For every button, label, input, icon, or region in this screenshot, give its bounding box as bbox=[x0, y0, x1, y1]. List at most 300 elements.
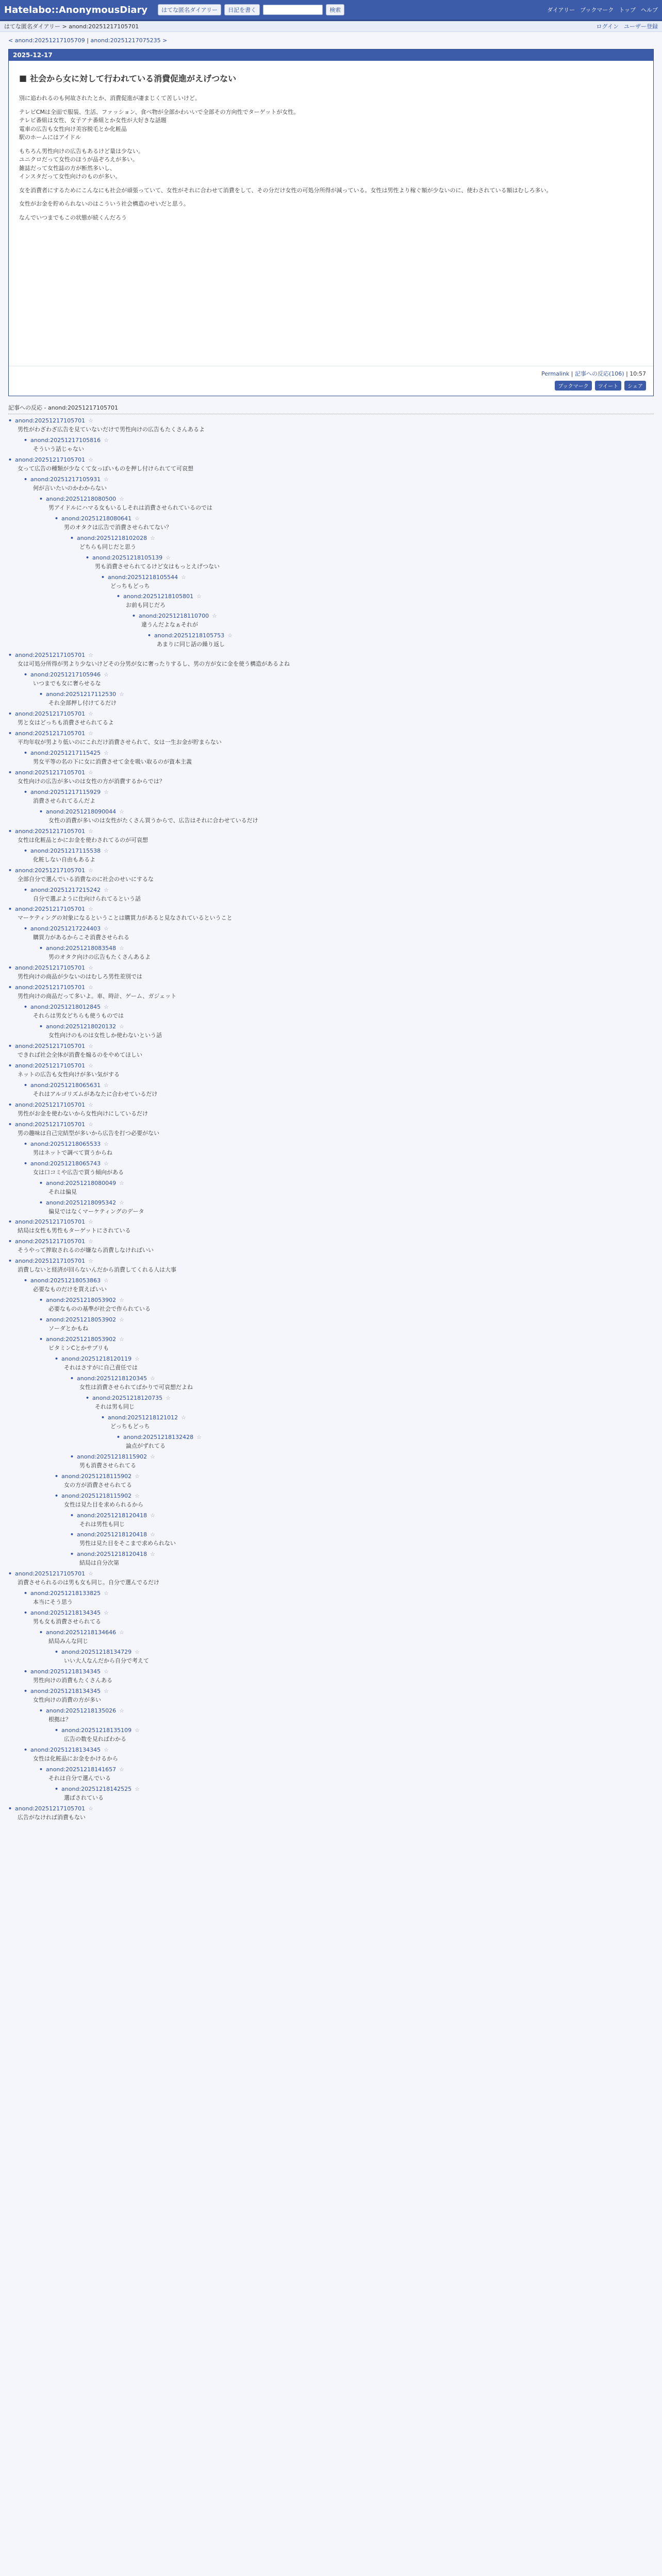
comment-id-link[interactable]: anond:20251218121012 bbox=[108, 1414, 178, 1421]
star-icon[interactable]: ☆ bbox=[88, 827, 93, 835]
comment bbox=[24, 1004, 654, 1020]
comment-id-link[interactable]: anond:20251217105931 bbox=[30, 476, 101, 483]
comment-header bbox=[8, 867, 654, 874]
comment-header bbox=[24, 1141, 654, 1147]
top-link-help[interactable]: ヘルプ bbox=[641, 7, 658, 13]
comment-id-link[interactable]: anond:20251218090044 bbox=[46, 808, 117, 815]
comment-header bbox=[8, 769, 654, 776]
comment bbox=[8, 867, 654, 884]
comment-id-link[interactable]: anond:20251217115538 bbox=[30, 847, 101, 854]
bullet-icon: • bbox=[24, 476, 28, 483]
bullet-icon: • bbox=[24, 847, 28, 854]
comment-body: 根拠は？ bbox=[48, 1716, 71, 1723]
bullet-icon: • bbox=[55, 1726, 59, 1734]
comment-header bbox=[39, 808, 654, 815]
comment-header bbox=[86, 554, 654, 561]
comment-body: 女性は見た目を求められるから bbox=[64, 1501, 143, 1508]
comment-id-link[interactable]: anond:20251218120418 bbox=[77, 1512, 147, 1519]
comment-body: どちらも同じだと思う bbox=[79, 543, 136, 550]
star-icon[interactable]: ☆ bbox=[88, 867, 93, 874]
star-icon[interactable]: ☆ bbox=[88, 456, 93, 463]
comment-id-link[interactable]: anond:20251218141657 bbox=[46, 1766, 117, 1773]
comment bbox=[8, 1043, 654, 1059]
comment-id-link[interactable]: anond:20251218053902 bbox=[46, 1336, 117, 1343]
comment-id-link[interactable]: anond:20251217105701 bbox=[15, 1805, 86, 1812]
comment-header bbox=[39, 1023, 654, 1030]
comment-header bbox=[8, 964, 654, 971]
comment-header bbox=[70, 1453, 654, 1460]
comment-header bbox=[24, 1004, 654, 1010]
comment-id-link[interactable]: anond:20251217105701 bbox=[15, 1258, 86, 1265]
comment-id-link[interactable]: anond:20251217115425 bbox=[30, 749, 101, 756]
site-logo[interactable]: Hatelabo::AnonymousDiary bbox=[4, 4, 148, 15]
star-icon[interactable]: ☆ bbox=[104, 1004, 109, 1011]
comment-header bbox=[24, 1609, 654, 1616]
comment bbox=[39, 1180, 654, 1196]
comment-id-link[interactable]: anond:20251217105701 bbox=[15, 456, 86, 463]
comment-header bbox=[39, 1297, 654, 1303]
comment-header bbox=[101, 574, 654, 581]
comment-body: それ全部押し付けてるだけ bbox=[48, 700, 117, 707]
star-icon[interactable]: ☆ bbox=[88, 964, 93, 972]
star-icon[interactable]: ☆ bbox=[150, 1551, 155, 1558]
star-icon[interactable]: ☆ bbox=[104, 749, 109, 756]
star-icon[interactable]: ☆ bbox=[181, 573, 186, 581]
bullet-icon: • bbox=[24, 1609, 28, 1617]
comment-header bbox=[8, 828, 654, 835]
comment-header bbox=[39, 1629, 654, 1636]
sub-bar-right bbox=[597, 22, 658, 30]
star-icon[interactable]: ☆ bbox=[135, 1472, 140, 1480]
comment bbox=[24, 1747, 654, 1763]
star-icon[interactable]: ☆ bbox=[88, 730, 93, 737]
comment-header bbox=[147, 632, 654, 639]
comment-id-link[interactable]: anond:20251218120418 bbox=[77, 1531, 147, 1538]
bullet-icon: • bbox=[39, 1629, 43, 1636]
comment-id-link[interactable]: anond:20251218065533 bbox=[30, 1140, 101, 1147]
comment-id-link[interactable]: anond:20251218115902 bbox=[77, 1453, 147, 1460]
comment-id-link[interactable]: anond:20251218080049 bbox=[46, 1179, 117, 1187]
comment-body: 平均年収が男より低いのにこれだけ消費させられて、女は一生お金が貯まらない bbox=[18, 739, 222, 745]
comment-id-link[interactable]: anond:20251218135026 bbox=[46, 1707, 117, 1714]
comment bbox=[8, 417, 654, 434]
star-icon[interactable]: ☆ bbox=[104, 788, 109, 795]
comment-body: そうやって搾取されるのが嫌なら消費しなければいい bbox=[18, 1247, 154, 1254]
star-icon[interactable]: ☆ bbox=[135, 1785, 140, 1792]
comment-id-link[interactable]: anond:20251217105701 bbox=[15, 984, 86, 991]
bullet-icon: • bbox=[86, 554, 90, 561]
comment-id-link[interactable]: anond:20251217105701 bbox=[15, 1101, 86, 1108]
comment bbox=[24, 476, 654, 493]
comment-id-link[interactable]: anond:20251218115902 bbox=[61, 1472, 132, 1480]
comment-header bbox=[70, 1512, 654, 1519]
star-icon[interactable]: ☆ bbox=[104, 847, 109, 854]
star-icon[interactable]: ☆ bbox=[119, 691, 124, 698]
star-icon[interactable]: ☆ bbox=[150, 1453, 155, 1460]
comment-id-link[interactable]: anond:20251218105801 bbox=[123, 593, 194, 600]
comment-body: 男性向けの商品だって多いよ。車、時計、ゲーム、ガジェット bbox=[18, 993, 177, 1000]
comment-id-link[interactable]: anond:20251217105701 bbox=[15, 710, 86, 718]
comment-id-link[interactable]: anond:20251218110700 bbox=[139, 613, 209, 620]
comment-id-link[interactable]: anond:20251217105701 bbox=[15, 730, 86, 737]
comment-header bbox=[24, 1160, 654, 1167]
star-icon[interactable]: ☆ bbox=[88, 1043, 93, 1049]
comment-id-link[interactable]: anond:20251218053902 bbox=[46, 1316, 117, 1324]
comment-header bbox=[8, 1805, 654, 1812]
search-input[interactable] bbox=[263, 5, 323, 15]
star-icon[interactable]: ☆ bbox=[104, 1687, 109, 1694]
comment-id-link[interactable]: anond:20251217105701 bbox=[15, 769, 86, 776]
star-icon[interactable]: ☆ bbox=[212, 613, 217, 620]
comment-header bbox=[8, 1218, 654, 1225]
star-icon[interactable]: ☆ bbox=[196, 1433, 202, 1440]
comment-id-link[interactable]: anond:20251218065743 bbox=[30, 1160, 101, 1167]
comment-body: 男も女も消費させられてる bbox=[33, 1618, 101, 1625]
comment bbox=[8, 1218, 654, 1235]
comment-header bbox=[24, 1082, 654, 1089]
bullet-icon: • bbox=[70, 1551, 74, 1558]
comment-body: いい大人なんだから自分で考えて bbox=[64, 1657, 149, 1665]
star-icon[interactable]: ☆ bbox=[88, 769, 93, 776]
star-icon[interactable]: ☆ bbox=[119, 1023, 124, 1030]
search-button[interactable]: 検索 bbox=[326, 4, 344, 15]
comment-body: 女性向けの消費の方が多い bbox=[33, 1696, 101, 1703]
star-icon[interactable]: ☆ bbox=[119, 495, 124, 502]
comment bbox=[8, 1101, 654, 1118]
bullet-icon: • bbox=[24, 1668, 28, 1675]
tweet-button[interactable]: ツイート bbox=[595, 381, 622, 391]
star-icon[interactable]: ☆ bbox=[104, 925, 109, 933]
comment-id-link[interactable]: anond:20251218115902 bbox=[61, 1492, 132, 1499]
star-icon[interactable]: ☆ bbox=[104, 1590, 109, 1597]
comment bbox=[55, 1355, 654, 1372]
star-icon[interactable]: ☆ bbox=[88, 1062, 93, 1069]
star-icon[interactable]: ☆ bbox=[119, 1179, 124, 1187]
star-icon[interactable]: ☆ bbox=[135, 1649, 140, 1656]
comment-body: 女性は消費させられてばかりで可哀想だよね bbox=[79, 1383, 193, 1391]
bullet-icon: • bbox=[101, 1414, 105, 1421]
comment-body: それは男も同じ bbox=[95, 1403, 135, 1410]
responses-link[interactable]: 記事への反応(106) bbox=[575, 370, 624, 377]
comment-body: 必要なものの基準が社会で作られている bbox=[48, 1306, 151, 1313]
star-icon[interactable]: ☆ bbox=[196, 593, 202, 600]
comment-id-link[interactable]: anond:20251217105701 bbox=[15, 1043, 86, 1049]
bullet-icon: • bbox=[39, 1199, 43, 1206]
comment-id-link[interactable]: anond:20251218020132 bbox=[46, 1023, 117, 1030]
comment-header bbox=[24, 437, 654, 444]
star-icon[interactable]: ☆ bbox=[104, 1160, 109, 1167]
article bbox=[8, 49, 654, 396]
comment bbox=[132, 613, 654, 629]
bullet-icon: • bbox=[55, 1492, 59, 1499]
comment-id-link[interactable]: anond:20251218120119 bbox=[61, 1355, 132, 1362]
comment bbox=[101, 1414, 654, 1431]
star-icon[interactable]: ☆ bbox=[135, 1492, 140, 1499]
comment-id-link[interactable]: anond:20251218133825 bbox=[30, 1590, 101, 1597]
comment bbox=[117, 1434, 654, 1450]
star-icon[interactable]: ☆ bbox=[150, 1512, 155, 1519]
comment-header bbox=[55, 1786, 654, 1792]
star-icon[interactable]: ☆ bbox=[88, 1258, 93, 1265]
star-icon[interactable]: ☆ bbox=[104, 1668, 109, 1675]
bullet-icon: • bbox=[8, 867, 12, 874]
sub-bar bbox=[0, 21, 662, 32]
comment-body: 男性がお金を使わないから女性向けにしているだけ bbox=[18, 1110, 148, 1117]
bullet-icon: • bbox=[8, 906, 12, 913]
star-icon[interactable]: ☆ bbox=[104, 1081, 109, 1089]
star-icon[interactable]: ☆ bbox=[88, 1238, 93, 1245]
comment bbox=[8, 1570, 654, 1587]
comment-id-link[interactable]: anond:20251218120345 bbox=[77, 1375, 147, 1382]
comment-id-link[interactable]: anond:20251218134646 bbox=[46, 1629, 117, 1636]
comment-header bbox=[117, 1434, 654, 1440]
comment-body: 女の方が消費させられてる bbox=[64, 1481, 132, 1488]
comment-id-link[interactable]: anond:20251218105544 bbox=[108, 573, 178, 581]
comment-header bbox=[8, 984, 654, 991]
star-icon[interactable]: ☆ bbox=[88, 417, 93, 424]
comment-body: それはさすがに自己責任では bbox=[64, 1364, 138, 1371]
star-icon[interactable]: ☆ bbox=[166, 1394, 171, 1401]
star-icon[interactable]: ☆ bbox=[119, 1316, 124, 1324]
bullet-icon: • bbox=[39, 1707, 43, 1714]
comment-body: 男はネットで調べて買うからね bbox=[33, 1149, 112, 1156]
bullet-icon: • bbox=[39, 1336, 43, 1343]
comment-body: 男も消費させられてる bbox=[79, 1462, 136, 1469]
comment bbox=[86, 1395, 654, 1411]
star-icon[interactable]: ☆ bbox=[119, 1297, 124, 1304]
comment bbox=[70, 535, 654, 551]
comment-body: 男のオタク向けの広告もたくさんあるよ bbox=[48, 954, 151, 961]
comment-id-link[interactable]: anond:20251217105701 bbox=[15, 652, 86, 659]
comment-id-link[interactable]: anond:20251217105701 bbox=[15, 1062, 86, 1069]
star-icon[interactable]: ☆ bbox=[88, 1101, 93, 1108]
bullet-icon: • bbox=[86, 1394, 90, 1401]
comment-id-link[interactable]: anond:20251217105701 bbox=[15, 1121, 86, 1128]
bullet-icon: • bbox=[8, 1570, 12, 1578]
comment-id-link[interactable]: anond:20251217105701 bbox=[15, 417, 86, 424]
comment-id-link[interactable]: anond:20251218142525 bbox=[61, 1785, 132, 1792]
top-link-diary[interactable]: ダイアリー bbox=[547, 7, 575, 13]
comment-body: 結局は女性も男性もターゲットにされている bbox=[18, 1227, 131, 1234]
comment-body: それは男性も同じ bbox=[79, 1520, 125, 1528]
star-icon[interactable]: ☆ bbox=[88, 1218, 93, 1226]
bullet-icon: • bbox=[8, 730, 12, 737]
comment-id-link[interactable]: anond:20251217105701 bbox=[15, 1238, 86, 1245]
star-icon[interactable]: ☆ bbox=[88, 1805, 93, 1812]
star-icon[interactable]: ☆ bbox=[135, 515, 140, 522]
star-icon[interactable]: ☆ bbox=[88, 710, 93, 718]
comment bbox=[55, 515, 654, 532]
star-icon[interactable]: ☆ bbox=[119, 808, 124, 815]
bullet-icon: • bbox=[24, 788, 28, 795]
star-icon[interactable]: ☆ bbox=[104, 1609, 109, 1617]
comment bbox=[8, 1062, 654, 1079]
bookmark-button[interactable]: ブックマーク bbox=[555, 381, 591, 391]
star-icon[interactable]: ☆ bbox=[227, 632, 233, 639]
comment-id-link[interactable]: anond:20251218132428 bbox=[123, 1433, 194, 1440]
comment-id-link[interactable]: anond:20251218134345 bbox=[30, 1746, 101, 1753]
comment-id-link[interactable]: anond:20251217105701 bbox=[15, 964, 86, 972]
article-text bbox=[19, 94, 643, 222]
comment-body: 結局は自分次第 bbox=[79, 1560, 119, 1567]
top-nav bbox=[158, 4, 344, 15]
comment-header bbox=[117, 593, 654, 600]
comment-id-link[interactable]: anond:20251218102028 bbox=[77, 534, 147, 541]
comment bbox=[24, 848, 654, 864]
comment-header bbox=[24, 1590, 654, 1597]
comment-id-link[interactable]: anond:20251218095342 bbox=[46, 1199, 117, 1206]
login-link[interactable]: ログイン bbox=[596, 23, 619, 30]
comment-id-link[interactable]: anond:20251218080641 bbox=[61, 515, 132, 522]
comment-header bbox=[39, 1180, 654, 1187]
comment-id-link[interactable]: anond:20251218134729 bbox=[61, 1649, 132, 1656]
comment-header bbox=[8, 906, 654, 912]
permalink[interactable]: Permalink bbox=[541, 370, 570, 377]
comment-id-link[interactable]: anond:20251217105701 bbox=[15, 827, 86, 835]
sub-bar-path: はてな匿名ダイアリー > anond:20251217105701 bbox=[4, 23, 139, 30]
star-icon[interactable]: ☆ bbox=[104, 886, 109, 893]
comment-body: お前も同じだろ bbox=[126, 602, 166, 609]
comment bbox=[39, 1707, 654, 1724]
star-icon[interactable]: ☆ bbox=[135, 1726, 140, 1734]
comment bbox=[24, 1277, 654, 1294]
next-entry-link[interactable]: anond:20251217075235 > bbox=[90, 37, 168, 44]
comment-id-link[interactable]: anond:20251217224403 bbox=[30, 925, 101, 933]
comment-id-link[interactable]: anond:20251218134345 bbox=[30, 1687, 101, 1694]
comment bbox=[55, 1493, 654, 1509]
star-icon[interactable]: ☆ bbox=[119, 1707, 124, 1714]
share-button[interactable]: シェア bbox=[624, 381, 646, 391]
prev-entry-link[interactable]: < anond:20251217105709 bbox=[8, 37, 85, 44]
comment bbox=[24, 1082, 654, 1098]
star-icon[interactable]: ☆ bbox=[119, 945, 124, 952]
star-icon[interactable]: ☆ bbox=[88, 1570, 93, 1578]
comment-id-link[interactable]: anond:20251217105701 bbox=[15, 867, 86, 874]
comment-id-link[interactable]: anond:20251217215242 bbox=[30, 886, 101, 893]
star-icon[interactable]: ☆ bbox=[119, 1629, 124, 1636]
star-icon[interactable]: ☆ bbox=[104, 1277, 109, 1284]
comment-id-link[interactable]: anond:20251217105816 bbox=[30, 436, 101, 444]
comment-header bbox=[70, 1375, 654, 1382]
comment-body: 必要なものだけを買えばいい bbox=[33, 1286, 107, 1293]
comment bbox=[24, 1590, 654, 1606]
comment-id-link[interactable]: anond:20251218080500 bbox=[46, 495, 117, 502]
star-icon[interactable]: ☆ bbox=[150, 1531, 155, 1538]
pager-separator: | bbox=[87, 37, 89, 44]
comment bbox=[39, 1766, 654, 1783]
comment bbox=[39, 1336, 654, 1352]
comment-id-link[interactable]: anond:20251218105753 bbox=[154, 632, 225, 639]
comment-id-link[interactable]: anond:20251217105701 bbox=[15, 1218, 86, 1226]
bullet-icon: • bbox=[70, 1453, 74, 1460]
comment-id-link[interactable]: anond:20251218053902 bbox=[46, 1297, 117, 1304]
bullet-icon: • bbox=[101, 573, 105, 581]
comment-header bbox=[24, 1277, 654, 1284]
comment-body: 何が言いたいのかわからない bbox=[33, 484, 107, 492]
comment-body: 論点がずれてる bbox=[126, 1442, 166, 1449]
comment bbox=[8, 769, 654, 786]
star-icon[interactable]: ☆ bbox=[104, 1140, 109, 1147]
comment-header bbox=[70, 535, 654, 541]
bullet-icon: • bbox=[39, 495, 43, 502]
star-icon[interactable]: ☆ bbox=[119, 1336, 124, 1343]
comment-id-link[interactable]: anond:20251218120418 bbox=[77, 1551, 147, 1558]
star-icon[interactable]: ☆ bbox=[181, 1414, 186, 1421]
bullet-icon: • bbox=[24, 671, 28, 679]
comment-header bbox=[24, 671, 654, 678]
bullet-icon: • bbox=[70, 1512, 74, 1519]
star-icon[interactable]: ☆ bbox=[119, 1199, 124, 1206]
comment-id-link[interactable]: anond:20251218134345 bbox=[30, 1668, 101, 1675]
comment-header bbox=[8, 710, 654, 717]
comment-id-link[interactable]: anond:20251217105946 bbox=[30, 671, 101, 679]
comment-body: 女って広告の種類が少なくて女っぽいものを押し付けられてて可哀想 bbox=[18, 465, 193, 472]
bullet-icon: • bbox=[8, 1101, 12, 1108]
comment-body: できれば社会全体が消費を煽るのをやめてほしい bbox=[18, 1052, 142, 1058]
comment-body: 結局みんな同じ bbox=[48, 1638, 88, 1645]
bullet-icon: • bbox=[24, 1687, 28, 1694]
comment-id-link[interactable]: anond:20251218134345 bbox=[30, 1609, 101, 1617]
comment bbox=[24, 887, 654, 903]
comment-id-link[interactable]: anond:20251218083548 bbox=[46, 945, 117, 952]
nav-item-write[interactable]: 日記を書く bbox=[224, 4, 260, 15]
comment-body: 男の趣味は自己完結型が多いから広告を打つ必要がない bbox=[18, 1129, 159, 1137]
comment-body: 男性は見た目をそこまで求められない bbox=[79, 1540, 176, 1547]
star-icon[interactable]: ☆ bbox=[150, 534, 155, 541]
top-link-bookmark[interactable]: ブックマーク bbox=[580, 7, 614, 13]
comments-heading: 記事への反応 - anond:20251217105701 bbox=[8, 403, 654, 414]
register-link[interactable]: ユーザー登録 bbox=[624, 23, 658, 30]
comment bbox=[117, 593, 654, 609]
comment-body: 広告がなければ消費もない bbox=[18, 1814, 86, 1821]
comment-id-link[interactable]: anond:20251218105139 bbox=[92, 554, 163, 561]
comment bbox=[70, 1453, 654, 1470]
comment bbox=[24, 1668, 654, 1685]
star-icon[interactable]: ☆ bbox=[88, 984, 93, 991]
comment-id-link[interactable]: anond:20251217105701 bbox=[15, 1570, 86, 1578]
comment-body: 消費させられるのは男も女も同じ。自分で選んでるだけ bbox=[18, 1579, 159, 1586]
comment bbox=[8, 906, 654, 922]
comment-id-link[interactable]: anond:20251217115929 bbox=[30, 788, 101, 795]
comment-id-link[interactable]: anond:20251218135109 bbox=[61, 1726, 132, 1734]
comment-id-link[interactable]: anond:20251218053863 bbox=[30, 1277, 101, 1284]
nav-item-anond[interactable]: はてな匿名ダイアリー bbox=[158, 4, 221, 15]
star-icon[interactable]: ☆ bbox=[104, 476, 109, 483]
comment-id-link[interactable]: anond:20251217112530 bbox=[46, 691, 117, 698]
star-icon[interactable]: ☆ bbox=[88, 1121, 93, 1128]
bullet-icon: • bbox=[55, 1649, 59, 1656]
star-icon[interactable]: ☆ bbox=[88, 652, 93, 659]
star-icon[interactable]: ☆ bbox=[104, 1746, 109, 1753]
bullet-icon: • bbox=[24, 1746, 28, 1753]
comment-body: それはアルゴリズムがあなたに合わせているだけ bbox=[33, 1090, 158, 1097]
bullet-icon: • bbox=[8, 417, 12, 424]
comment-id-link[interactable]: anond:20251218065631 bbox=[30, 1081, 101, 1089]
star-icon[interactable]: ☆ bbox=[104, 671, 109, 679]
top-link-top[interactable]: トップ bbox=[619, 7, 636, 13]
star-icon[interactable]: ☆ bbox=[150, 1375, 155, 1382]
comment-id-link[interactable]: anond:20251217105701 bbox=[15, 906, 86, 913]
star-icon[interactable]: ☆ bbox=[119, 1766, 124, 1773]
comment-id-link[interactable]: anond:20251218120735 bbox=[92, 1394, 163, 1401]
comment bbox=[55, 1473, 654, 1489]
star-icon[interactable]: ☆ bbox=[104, 436, 109, 444]
star-icon[interactable]: ☆ bbox=[166, 554, 171, 561]
comment-header bbox=[39, 691, 654, 698]
comment-id-link[interactable]: anond:20251218012845 bbox=[30, 1004, 101, 1011]
star-icon[interactable]: ☆ bbox=[135, 1355, 140, 1362]
star-icon[interactable]: ☆ bbox=[88, 906, 93, 913]
